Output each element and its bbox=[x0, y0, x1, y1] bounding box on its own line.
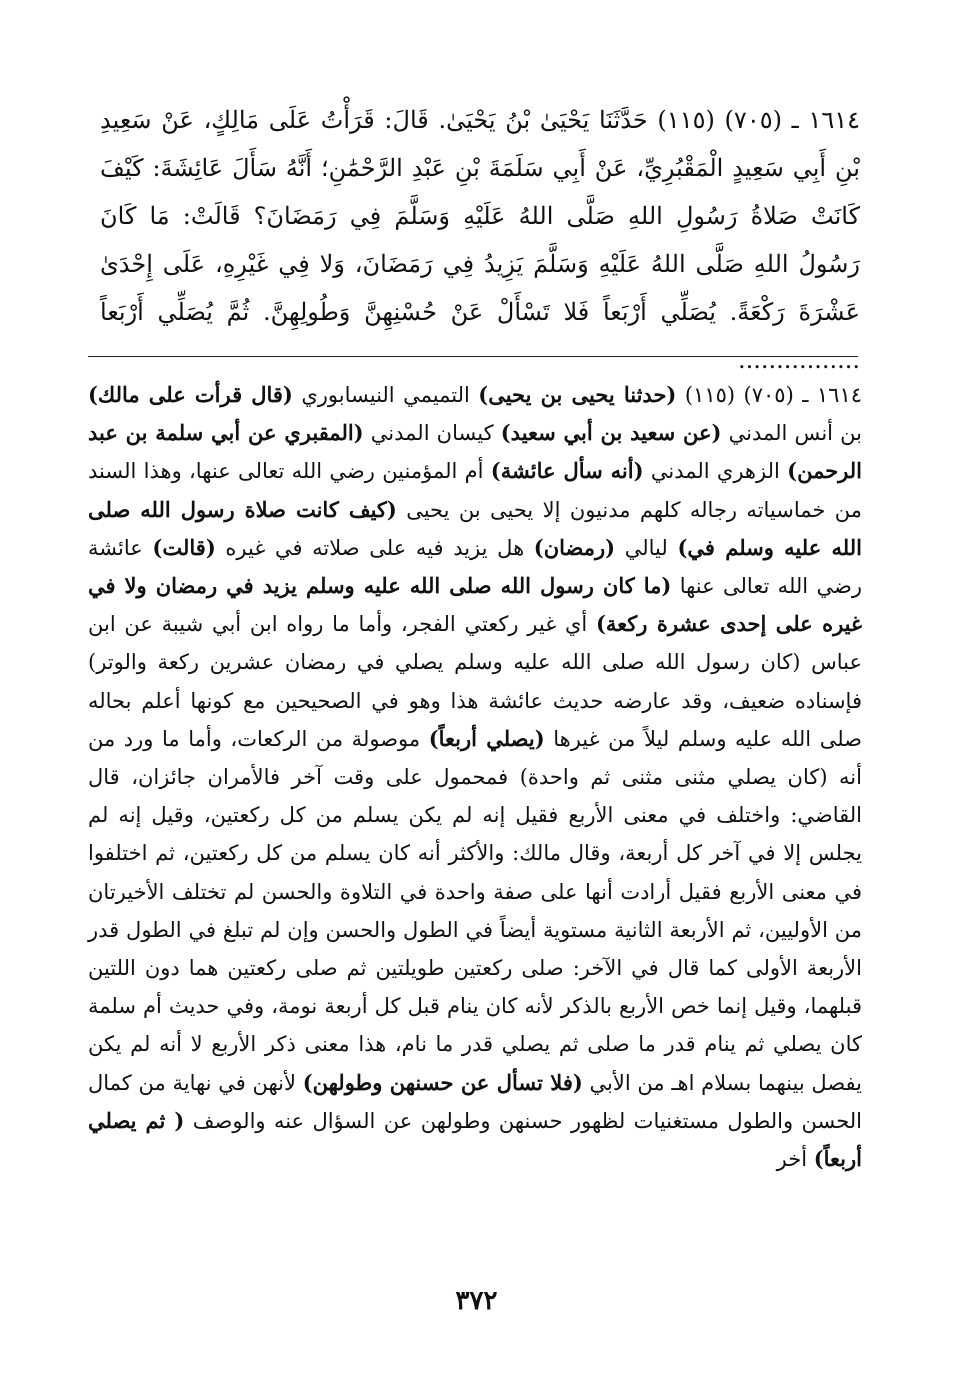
commentary-quote: (رمضان) bbox=[533, 534, 616, 560]
commentary-segment: أخر bbox=[776, 1147, 814, 1172]
hadith-text-block bbox=[100, 96, 860, 384]
page-number: ٣٧٢ bbox=[455, 1286, 498, 1316]
commentary-quote: ( ثم يصلي أربعاً) bbox=[88, 1107, 862, 1172]
commentary-segment: الزهري المدني bbox=[643, 459, 788, 484]
commentary-block bbox=[88, 376, 862, 1178]
commentary-segment: أم المؤمنين رضي الله تعالى عنها، وهذا السند من خماسياته رجاله كلهم مدنيون إلا يحيى بن يحيى bbox=[88, 459, 862, 522]
commentary-segment: أي غير ركعتي الفجر، وأما ما رواه ابن أبي شيبة عن ابن عباس (كان رسول الله صلى الله عليه وسلم يصلي في رمضان عشرين ركعة والوتر) فإسناده ضعيف، وقد عارضه حديث عائشة هذا وهو في الصحيحين مع كونها أعلم بحاله صلى الله عليه وسلم ليلاً من غيرها bbox=[88, 612, 862, 751]
commentary-quote: (فلا تسأل عن حسنهن وطولهن) bbox=[302, 1069, 583, 1095]
commentary-quote: (حدثنا يحيى بن يحيى) bbox=[478, 382, 677, 407]
commentary-segment: عائشة رضي الله تعالى عنها bbox=[88, 535, 862, 599]
commentary-quote: (ما كان رسول الله صلى الله عليه وسلم يزيد في رمضان ولا في غيره على إحدى عشرة ركعة) bbox=[88, 573, 862, 637]
hadith-text: ١٦١٤ ـ (٧٠٥) (١١٥) حَدَّثَنَا يَحْيَىٰ بْنُ يَحْيَىٰ. قَالَ: قَرَأْتُ عَلَى مَالِكٍ، عَنْ سَعِيدِ بْنِ أَبِي سَعِيدٍ الْمَقْبُرِيِّ، عَنْ أَبِي سَلَمَةَ بْنِ عَبْدِ الرَّحْمَٰنِ؛ أَنَّهُ سَأَلَ عَائِشَةَ: كَيْفَ كَانَتْ صَلاةُ رَسُولِ اللهِ صَلَّى اللهُ عَلَيْهِ وَسَلَّمَ فِي رَمَضَانَ؟ قَالَتْ: مَا كَانَ رَسُولُ اللهِ صَلَّى اللهُ عَلَيْهِ وَسَلَّمَ يَزِيدُ فِي رَمَضَانَ، وَلا فِي غَيْرِهِ، عَلَى إِحْدَىٰ عَشْرَةَ رَكْعَةً. يُصَلِّي أَرْبَعاً فَلا تَسْأَلْ عَنْ حُسْنِهِنَّ وَطُولِهِنَّ. ثُمَّ يُصَلِّي أَرْبَعاً ................ bbox=[100, 106, 860, 374]
footnote-divider bbox=[88, 356, 858, 357]
commentary-segment: هل يزيد فيه على صلاته في غيره bbox=[215, 535, 534, 560]
commentary-segment: بن أنس المدني bbox=[721, 421, 862, 446]
commentary-segment: ليالي bbox=[615, 535, 678, 560]
commentary-quote: (كيف كانت صلاة رسول الله صلى الله عليه وسلم في) bbox=[88, 496, 862, 560]
commentary-quote: (قالت) bbox=[152, 534, 216, 560]
commentary-quote: (عن سعيد بن أبي سعيد) bbox=[500, 420, 722, 446]
commentary-segment: التميمي النيسابوري bbox=[292, 383, 479, 407]
commentary-quote: (المقبري عن أبي سلمة بن عبد الرحمن) bbox=[88, 420, 863, 484]
commentary-segment: موصولة من الركعات، وأما ما ورد من أنه (كان يصلي مثنى مثنى ثم واحدة) فمحمول على وقت آخر فالأمران جائزان، قال القاضي: واختلف في معنى الأربع فقيل إنه لم يكن يسلم من كل ركعتين، وقيل إنه لم يجلس إلا في آخر كل أربعة، وقال مالك: والأكثر أنه كان يسلم من كل ركعتين، ثم اختلفوا في معنى الأربع فقيل أرادت أنها على صفة واحدة في التلاوة والحسن لم تختلف الأخيرتان من الأوليين، ثم الأربعة الثانية مستوية أيضاً في الطول والحسن وإن لم تبلغ في الطول قدر الأربعة الأولى كما قال في الآخر: صلى ركعتين طويلتين ثم صلى ركعتين هما دون اللتين قبلهما، وقيل إنما خص الأربع بالذكر لأنه كان ينام قبل كل أربعة نومة، وفي حديث أم سلمة كان يصلي ثم ينام قدر ما صلى ثم يصلي قدر ما نام، هذا معنى ذكر الأربع لا أنه لم يكن يفصل بينهما بسلام اهـ من الأبي bbox=[88, 726, 863, 1095]
commentary-segment: لأنهن في نهاية من كمال الحسن والطول مستغنيات لظهور حسنهن وطولهن عن السؤال عنه والوصف bbox=[88, 1070, 862, 1133]
commentary-segment: كيسان المدني bbox=[363, 421, 501, 446]
commentary-quote: (يصلي أربعاً) bbox=[428, 725, 545, 751]
commentary-quote: (قال قرأت على مالك) bbox=[88, 382, 293, 407]
commentary-paragraph bbox=[88, 376, 862, 1178]
commentary-segment: ١٦١٤ ـ (٧٠٥) (١١٥) bbox=[676, 383, 863, 407]
commentary-quote: (أنه سأل عائشة) bbox=[490, 458, 644, 484]
